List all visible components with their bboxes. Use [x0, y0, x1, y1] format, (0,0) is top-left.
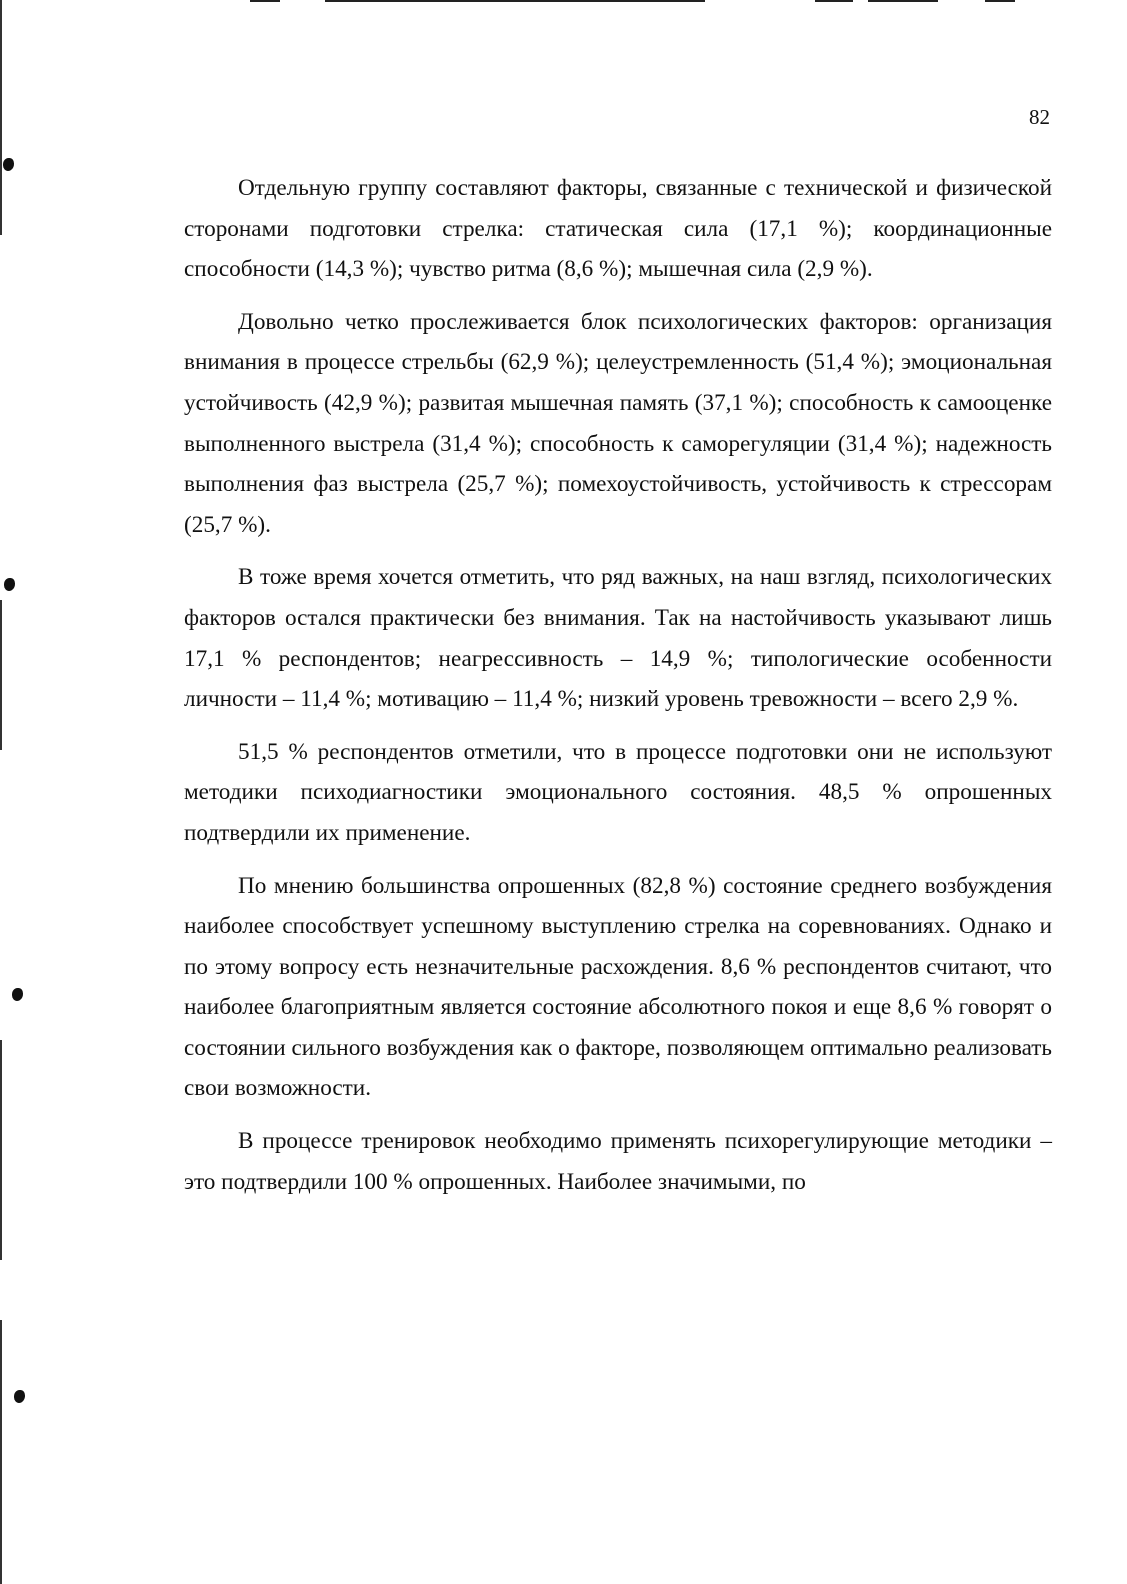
paragraph: В процессе тренировок необходимо применять психорегулирующие методики – это подтвердили 100 % опрошенных. Наиболее значимыми, по — [184, 1128, 1052, 1195]
scan-top-rule — [250, 0, 280, 2]
paragraph: Отдельную группу составляют факторы, связанные с технической и физической сторонами подготовки стрелка: статическая сила (17,1 %); координационные способности (14,3 %); чувство ритма (8,6 %); мышечная сила (2,9 %). — [184, 175, 1052, 283]
binder-hole-mark — [14, 1390, 25, 1403]
binder-hole-mark — [4, 578, 15, 591]
scan-left-edge — [0, 1040, 2, 1260]
binder-hole-mark — [3, 158, 14, 171]
paragraph: Довольно четко прослеживается блок психологических факторов: организация внимания в процессе стрельбы (62,9 %); целеустремленность (51,4 %); эмоциональная устойчивость (42,9 %); развитая мышечная память (37,1 %); способность к самооценке выполненного выстрела (31,4 %); способность к саморегуляции (31,4 %); надежность выполнения фаз выстрела (25,7 %); помехоустойчивость, устойчивость к стрессорам (25,7 %). — [184, 308, 1052, 538]
scan-left-edge — [0, 1320, 2, 1584]
scan-top-rule — [815, 0, 853, 2]
scan-left-edge — [0, 600, 2, 750]
scan-top-rule — [325, 0, 705, 2]
page-number: 82 — [1029, 105, 1050, 129]
scan-left-edge — [0, 0, 2, 235]
paragraph: В тоже время хочется отметить, что ряд важных, на наш взгляд, психологических факторов остался практически без внимания. Так на настойчивость указывают лишь 17,1 % респондентов; неагрессивность – 14,9 %; типологические особенности личности – 11,4 %; мотивацию – 11,4 %; низкий уровень тревожности – всего 2,9 %. — [184, 564, 1052, 713]
binder-hole-mark — [12, 988, 23, 1001]
scan-top-rule — [868, 0, 938, 2]
paragraph: 51,5 % респондентов отметили, что в процессе подготовки они не используют методики психодиагностики эмоционального состояния. 48,5 % опрошенных подтвердили их применение. — [184, 738, 1052, 846]
paragraph: По мнению большинства опрошенных (82,8 %) состояние среднего возбуждения наиболее способствует успешному выступлению стрелка на соревнованиях. Однако и по этому вопросу есть незначительные расхождения. 8,6 % респондентов считают, что наиболее благоприятным является состояние абсолютного покоя и еще 8,6 % говорят о состоянии сильного возбуждения как о факторе, позволяющем оптимально реализовать свои возможности. — [184, 872, 1052, 1102]
scan-top-rule — [985, 0, 1015, 2]
document-body — [184, 168, 1052, 1214]
